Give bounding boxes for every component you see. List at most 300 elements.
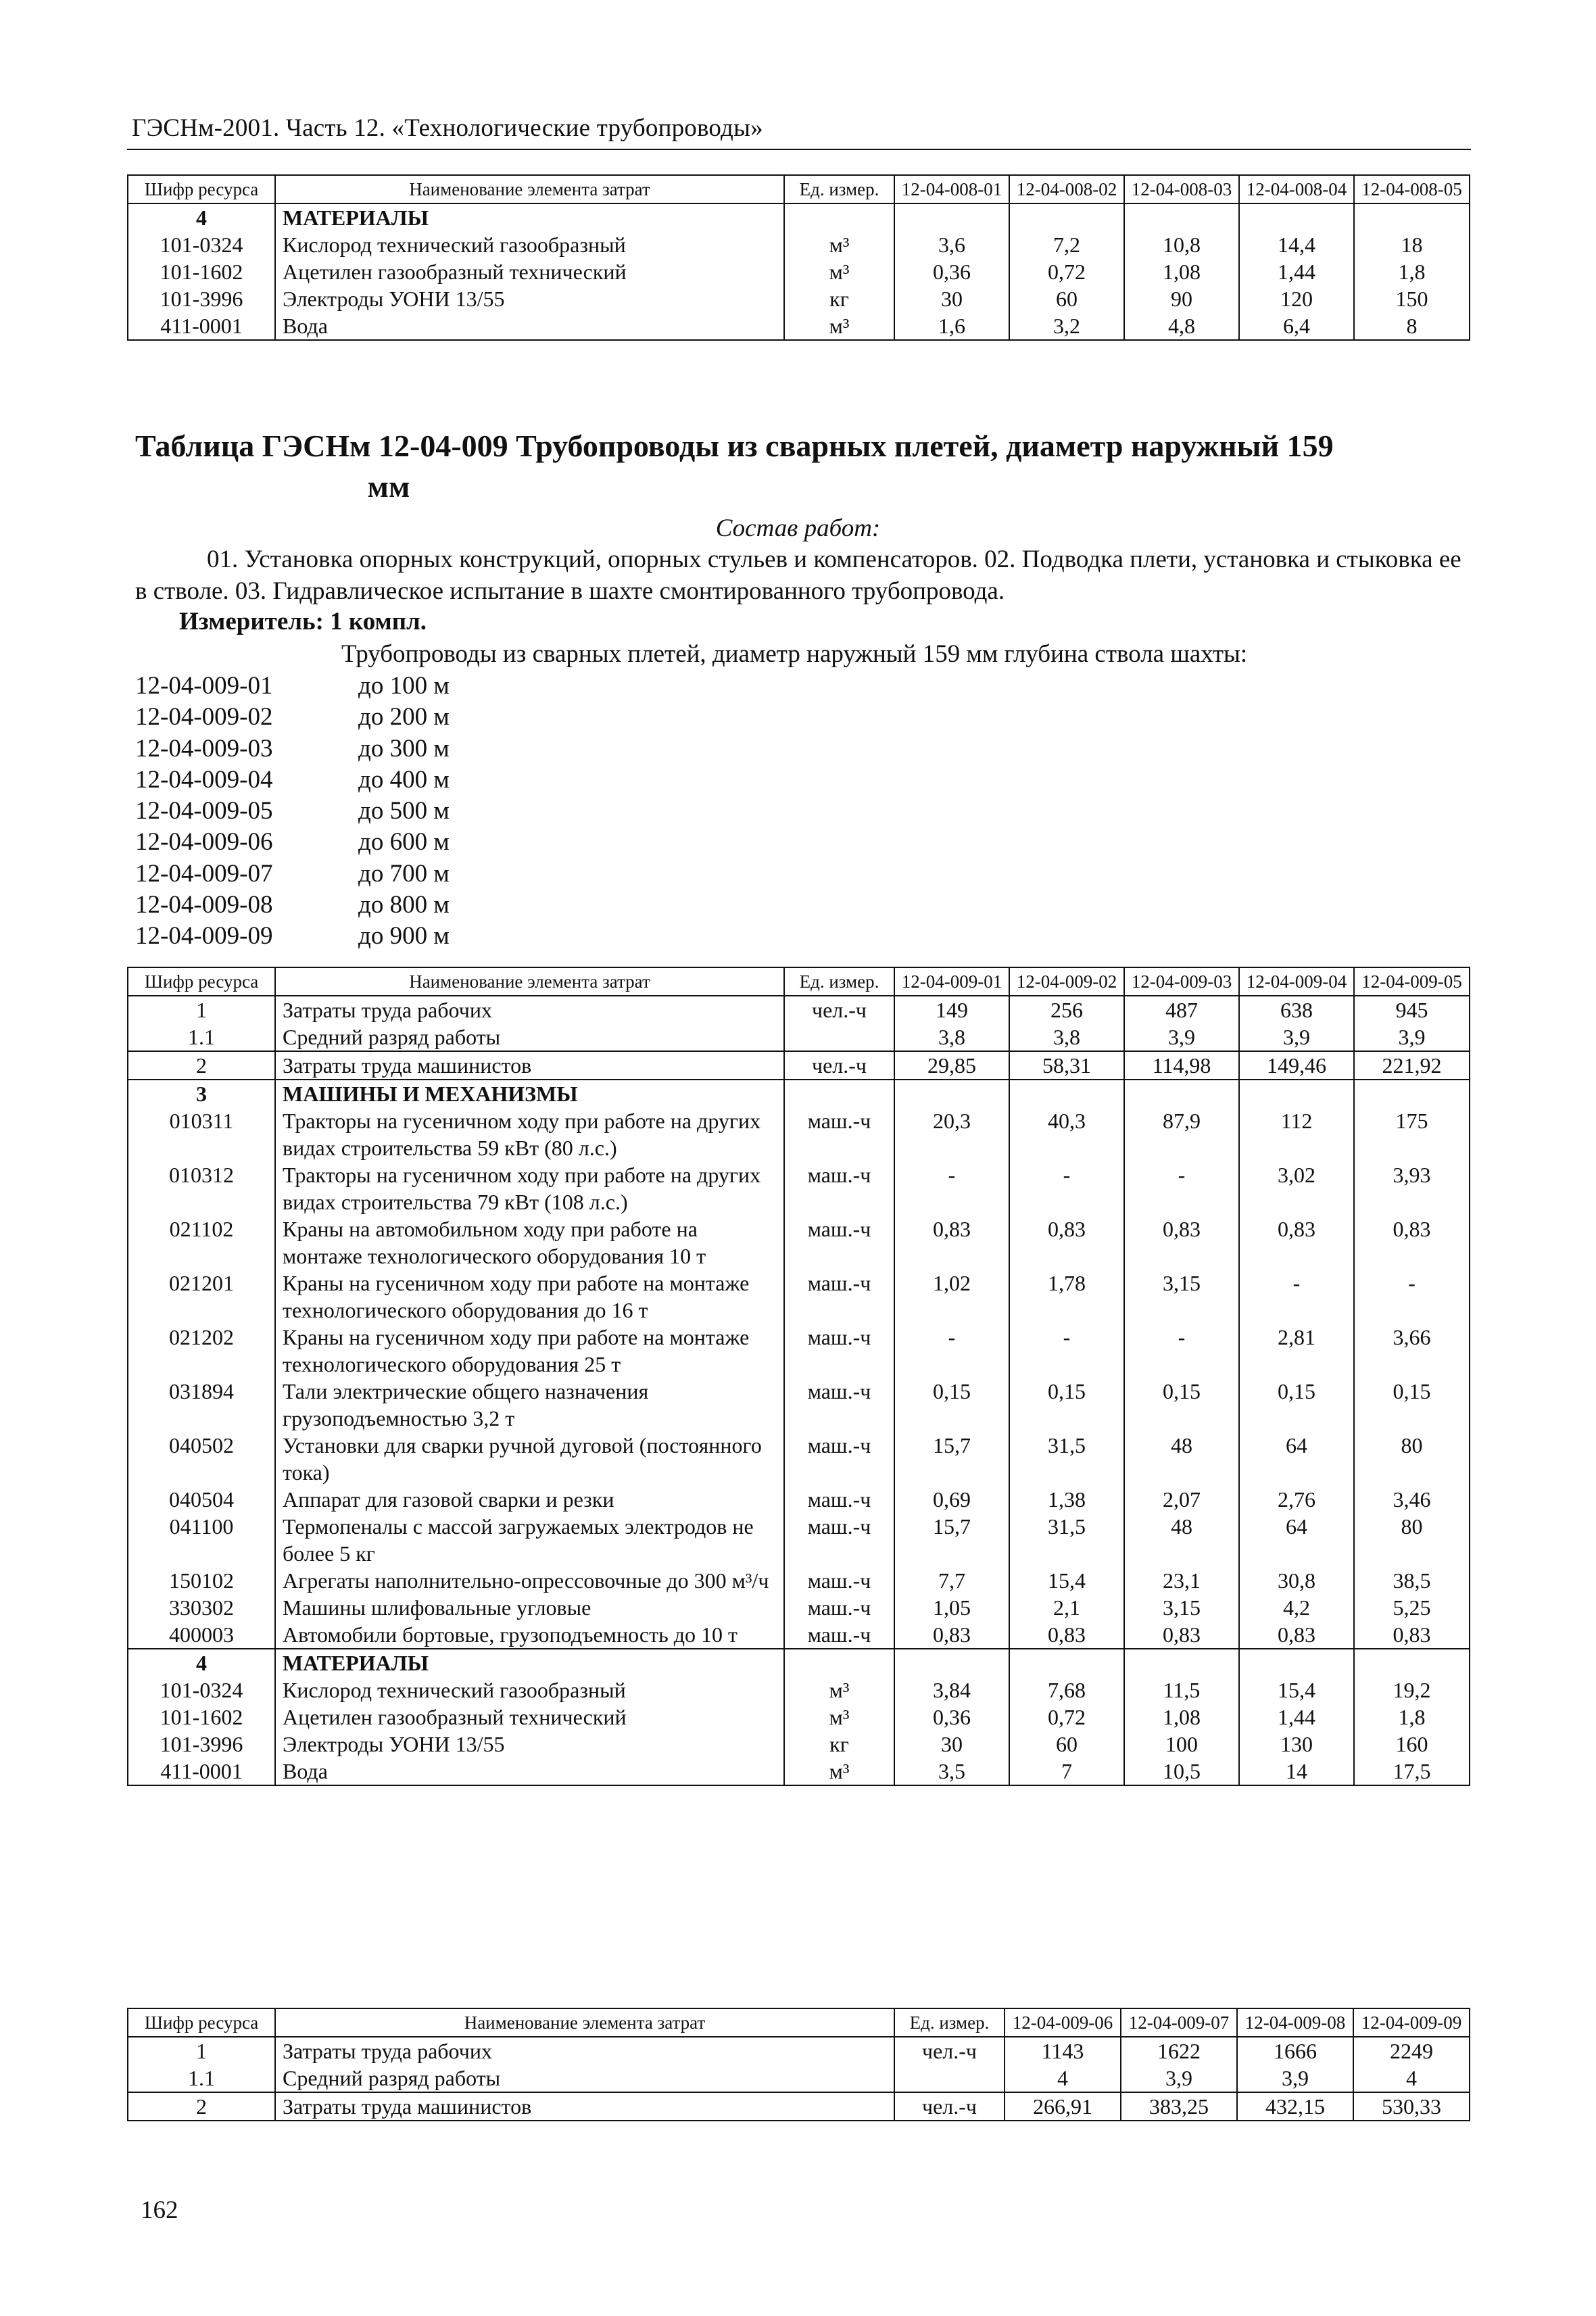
cell-value [894,1080,1009,1107]
cell-value: 3,9 [1124,1023,1239,1051]
cell-unit: чел.-ч [894,2092,1005,2121]
cell-value: 120 [1239,285,1354,312]
cell-value [894,1649,1009,1676]
cell-value: 80 [1354,1432,1470,1486]
cell-resource-code: 2 [128,1051,275,1080]
header-col-5: 12-04-009-05 [1354,967,1470,996]
cell-value: 0,69 [894,1486,1009,1513]
cell-cost-element: Установки для сварки ручной дуговой (постоянного тока) [275,1432,784,1486]
cell-value: 149,46 [1239,1051,1354,1080]
cell-value: 3,9 [1354,1023,1470,1051]
cell-value: 0,83 [1354,1621,1470,1649]
cell-value: 2,1 [1009,1594,1124,1621]
table-row [128,203,1470,231]
cell-resource-code: 021102 [128,1215,275,1270]
cell-value: 15,4 [1239,1676,1354,1704]
cell-value: 48 [1124,1432,1239,1486]
cell-unit: кг [784,285,894,312]
cell-value: 3,93 [1354,1161,1470,1215]
cell-resource-code: 010311 [128,1107,275,1161]
cell-value: 0,83 [1239,1215,1354,1270]
running-head: ГЭСНм-2001. Часть 12. «Технологические трубопроводы» [132,114,763,142]
cell-value: 30,8 [1239,1567,1354,1594]
cell-value: 10,5 [1124,1758,1239,1785]
cell-resource-code: 1.1 [128,1023,275,1051]
cell-unit: чел.-ч [894,2037,1005,2065]
cell-unit: маш.-ч [784,1161,894,1215]
variant-item [135,890,450,921]
cell-value: 15,7 [894,1513,1009,1567]
cell-resource-code: 411-0001 [128,312,275,340]
cell-value: 7,2 [1009,231,1124,258]
cell-value: - [894,1161,1009,1215]
cell-cost-element: Электроды УОНИ 13/55 [275,1731,784,1758]
header-col-3: 12-04-008-03 [1124,175,1239,203]
cell-unit [894,2065,1005,2092]
cell-value [1124,1649,1239,1676]
cell-value: 175 [1354,1107,1470,1161]
cell-cost-element: Кислород технический газообразный [275,1676,784,1704]
header-code: Шифр ресурса [128,967,275,996]
header-col-7: 12-04-009-07 [1121,2008,1237,2037]
table-row [128,2065,1470,2092]
variant-code: 12-04-009-04 [135,765,273,794]
cell-value: - [1239,1270,1354,1324]
cell-value: - [1124,1161,1239,1215]
cell-value [1009,203,1124,231]
cell-value: 15,7 [894,1432,1009,1486]
header-col-8: 12-04-009-08 [1237,2008,1353,2037]
cell-value: 3,15 [1124,1270,1239,1324]
table-row [128,1324,1470,1378]
cell-unit [784,1649,894,1676]
header-col-6: 12-04-009-06 [1005,2008,1121,2037]
cell-resource-code: 040502 [128,1432,275,1486]
cell-unit: маш.-ч [784,1215,894,1270]
header-col-2: 12-04-009-02 [1009,967,1124,996]
cell-cost-element: Аппарат для газовой сварки и резки [275,1486,784,1513]
cell-value: 266,91 [1005,2092,1121,2121]
table-row [128,1215,1470,1270]
cell-cost-element: Краны на автомобильном ходу при работе на монтаже технологического оборудования 10 т [275,1215,784,1270]
cell-value: 64 [1239,1513,1354,1567]
cell-value: - [1124,1324,1239,1378]
cell-unit: м³ [784,258,894,285]
cell-value: 7,68 [1009,1676,1124,1704]
variant-depth: до 900 м [358,922,450,950]
cell-value: 3,2 [1009,312,1124,340]
cell-cost-element: МАШИНЫ И МЕХАНИЗМЫ [275,1080,784,1107]
cell-resource-code: 1 [128,996,275,1023]
table-title-line1: Таблица ГЭСНм 12-04-009 Трубопроводы из сварных плетей, диаметр наружный 159 [135,429,1334,463]
cell-value: 0,72 [1009,258,1124,285]
cell-value: 4,8 [1124,312,1239,340]
cell-cost-element: Средний разряд работы [275,1023,784,1051]
variant-item [135,702,450,733]
cell-unit: маш.-ч [784,1486,894,1513]
cell-value: 3,9 [1121,2065,1237,2092]
variant-item [135,827,450,858]
cell-value [1124,1080,1239,1107]
resource-table-009-b [127,2008,1470,2121]
cell-value: 30 [894,1731,1009,1758]
header-code: Шифр ресурса [128,2008,275,2037]
cell-value: 2,81 [1239,1324,1354,1378]
cell-value: 383,25 [1121,2092,1237,2121]
header-unit: Ед. измер. [784,967,894,996]
cell-resource-code: 1.1 [128,2065,275,2092]
cell-value: 487 [1124,996,1239,1023]
cell-resource-code: 031894 [128,1378,275,1432]
table-row [128,1594,1470,1621]
variant-item [135,796,450,827]
variant-code: 12-04-009-01 [135,672,273,700]
variant-code: 12-04-009-05 [135,797,273,825]
cell-resource-code: 400003 [128,1621,275,1649]
variant-code: 12-04-009-06 [135,828,273,857]
table-header-row [128,967,1470,996]
cell-unit: маш.-ч [784,1324,894,1378]
table-row [128,231,1470,258]
cell-cost-element: МАТЕРИАЛЫ [275,1649,784,1676]
header-name: Наименование элемента затрат [275,2008,894,2037]
cell-cost-element: МАТЕРИАЛЫ [275,203,784,231]
cell-resource-code: 150102 [128,1567,275,1594]
cell-unit [784,203,894,231]
cell-unit: маш.-ч [784,1432,894,1486]
cell-cost-element: Тракторы на гусеничном ходу при работе на других видах строительства 59 кВт (80 л.с.) [275,1107,784,1161]
table-row [128,1432,1470,1486]
cell-unit: маш.-ч [784,1567,894,1594]
cell-resource-code: 4 [128,1649,275,1676]
cell-value: 4,2 [1239,1594,1354,1621]
cell-value: 149 [894,996,1009,1023]
cell-value: 2249 [1353,2037,1470,2065]
cell-value: 58,31 [1009,1051,1124,1080]
cell-cost-element: Агрегаты наполнительно-опрессовочные до 300 м³/ч [275,1567,784,1594]
cell-unit: м³ [784,231,894,258]
cell-value: 130 [1239,1731,1354,1758]
cell-resource-code: 1 [128,2037,275,2065]
cell-value: 7 [1009,1758,1124,1785]
table-row [128,1161,1470,1215]
variant-code: 12-04-009-09 [135,922,273,950]
cell-value: 112 [1239,1107,1354,1161]
table-row [128,258,1470,285]
table-row [128,1704,1470,1731]
cell-value: 0,83 [1239,1621,1354,1649]
variant-item [135,671,450,702]
table-title-line2: мм [367,469,410,504]
cell-value: 0,83 [1124,1215,1239,1270]
table-header-row [128,2008,1470,2037]
cell-unit: кг [784,1731,894,1758]
cell-value: 5,25 [1354,1594,1470,1621]
cell-value: 80 [1354,1513,1470,1567]
cell-resource-code: 021202 [128,1324,275,1378]
cell-value: 0,15 [1239,1378,1354,1432]
cell-value: 3,9 [1239,1023,1354,1051]
cell-value: 4 [1005,2065,1121,2092]
cell-value: 0,15 [1009,1378,1124,1432]
cell-value: 3,8 [1009,1023,1124,1051]
table-row [128,1621,1470,1649]
cell-value: 1143 [1005,2037,1121,2065]
cell-value: 60 [1009,285,1124,312]
table-row [128,1023,1470,1051]
cell-value [1354,1649,1470,1676]
cell-value: 0,83 [894,1215,1009,1270]
table-row [128,1513,1470,1567]
cell-unit: маш.-ч [784,1513,894,1567]
work-composition-text: 01. Установка опорных конструкций, опорных стульев и компенсаторов. 02. Подводка плети, установка и стыковка ее в стволе. 03. Гидравлическое испытание в шахте смонтированного трубопровода. [135,546,1461,605]
cell-value: 0,83 [1354,1215,1470,1270]
cell-value: 1,02 [894,1270,1009,1324]
cell-resource-code: 3 [128,1080,275,1107]
cell-cost-element: Затраты труда рабочих [275,2037,894,2065]
cell-value: 4 [1353,2065,1470,2092]
cell-value: 3,5 [894,1758,1009,1785]
variant-depth: до 600 м [358,828,450,857]
cell-value: 0,83 [1124,1621,1239,1649]
cell-value: - [1009,1161,1124,1215]
table-row [128,1486,1470,1513]
cell-value [1009,1080,1124,1107]
variant-item [135,733,450,765]
cell-unit: маш.-ч [784,1621,894,1649]
cell-value: 1,38 [1009,1486,1124,1513]
cell-value: 1,44 [1239,258,1354,285]
cell-value: 1,78 [1009,1270,1124,1324]
cell-resource-code: 101-1602 [128,258,275,285]
cell-value: 0,15 [894,1378,1009,1432]
variant-depth: до 400 м [358,765,450,794]
table-row [128,1051,1470,1080]
resource-table-009-a [127,967,1470,1786]
header-col-9: 12-04-009-09 [1353,2008,1470,2037]
cell-value: 3,8 [894,1023,1009,1051]
cell-cost-element: Вода [275,1758,784,1785]
cell-value: 3,6 [894,231,1009,258]
cell-resource-code: 040504 [128,1486,275,1513]
header-unit: Ед. измер. [894,2008,1005,2037]
cell-cost-element: Тали электрические общего назначения грузоподъемностью 3,2 т [275,1378,784,1432]
cell-value: 0,36 [894,258,1009,285]
cell-value [1124,203,1239,231]
cell-value: 530,33 [1353,2092,1470,2121]
cell-value: 60 [1009,1731,1124,1758]
table-row [128,1758,1470,1785]
cell-unit: маш.-ч [784,1594,894,1621]
cell-value: 6,4 [1239,312,1354,340]
variant-code: 12-04-009-07 [135,859,273,888]
cell-value: 0,72 [1009,1704,1124,1731]
cell-value: 150 [1354,285,1470,312]
cell-value: 64 [1239,1432,1354,1486]
cell-value: 1,8 [1354,1704,1470,1731]
cell-value: 14,4 [1239,231,1354,258]
variant-depth: до 500 м [358,797,450,825]
cell-value: 1,6 [894,312,1009,340]
cell-value: 8 [1354,312,1470,340]
cell-unit [784,1080,894,1107]
cell-value: 3,66 [1354,1324,1470,1378]
cell-value: 19,2 [1354,1676,1470,1704]
cell-value: - [1009,1324,1124,1378]
cell-value: 3,84 [894,1676,1009,1704]
cell-value: 3,9 [1237,2065,1353,2092]
variant-code: 12-04-009-02 [135,703,273,731]
cell-cost-element: Кислород технический газообразный [275,231,784,258]
cell-value: 48 [1124,1513,1239,1567]
variant-item [135,859,450,890]
cell-resource-code: 101-1602 [128,1704,275,1731]
header-col-5: 12-04-008-05 [1354,175,1470,203]
variant-depth: до 100 м [358,672,450,700]
measurement-unit: Измеритель: 1 компл. [179,608,427,635]
cell-cost-element: Тракторы на гусеничном ходу при работе на других видах строительства 79 кВт (108 л.с.) [275,1161,784,1215]
cell-value: 1666 [1237,2037,1353,2065]
cell-value: 3,46 [1354,1486,1470,1513]
cell-value: 160 [1354,1731,1470,1758]
cell-value: 100 [1124,1731,1239,1758]
cell-value [1239,1649,1354,1676]
cell-unit: чел.-ч [784,996,894,1023]
variant-depth: до 800 м [358,891,450,919]
cell-value: 2,76 [1239,1486,1354,1513]
cell-value: 0,83 [1009,1215,1124,1270]
cell-cost-element: Затраты труда рабочих [275,996,784,1023]
cell-value: 3,02 [1239,1161,1354,1215]
cell-resource-code: 4 [128,203,275,231]
cell-unit: маш.-ч [784,1378,894,1432]
table-row [128,1649,1470,1676]
table-header-row [128,175,1470,203]
variant-item [135,765,450,796]
cell-value: 0,36 [894,1704,1009,1731]
table-row [128,996,1470,1023]
cell-cost-element: Затраты труда машинистов [275,1051,784,1080]
variant-code: 12-04-009-08 [135,891,273,919]
cell-resource-code: 101-3996 [128,1731,275,1758]
cell-value: 0,83 [1009,1621,1124,1649]
table-row [128,285,1470,312]
cell-value: 31,5 [1009,1513,1124,1567]
cell-resource-code: 101-0324 [128,1676,275,1704]
cell-resource-code: 101-0324 [128,231,275,258]
header-name: Наименование элемента затрат [275,175,784,203]
header-col-3: 12-04-009-03 [1124,967,1239,996]
header-col-4: 12-04-008-04 [1239,175,1354,203]
cell-value: 0,83 [894,1621,1009,1649]
cell-value: 1,08 [1124,1704,1239,1731]
cell-value: 7,7 [894,1567,1009,1594]
table-row [128,312,1470,340]
cell-value [1009,1649,1124,1676]
cell-value: 17,5 [1354,1758,1470,1785]
variant-code: 12-04-009-03 [135,734,273,763]
cell-value: 40,3 [1009,1107,1124,1161]
cell-value: - [1354,1270,1470,1324]
cell-value: 87,9 [1124,1107,1239,1161]
cell-value: 114,98 [1124,1051,1239,1080]
cell-value: 23,1 [1124,1567,1239,1594]
table-row [128,1270,1470,1324]
cell-cost-element: Средний разряд работы [275,2065,894,2092]
cell-value: 20,3 [894,1107,1009,1161]
cell-value: 29,85 [894,1051,1009,1080]
header-name: Наименование элемента затрат [275,967,784,996]
cell-value: 1,44 [1239,1704,1354,1731]
cell-unit: чел.-ч [784,1051,894,1080]
cell-resource-code: 411-0001 [128,1758,275,1785]
table-row [128,1676,1470,1704]
variant-depth: до 300 м [358,734,450,763]
cell-resource-code: 021201 [128,1270,275,1324]
cell-unit: маш.-ч [784,1107,894,1161]
cell-cost-element: Краны на гусеничном ходу при работе на монтаже технологического оборудования 25 т [275,1324,784,1378]
cell-resource-code: 330302 [128,1594,275,1621]
cell-cost-element: Ацетилен газообразный технический [275,1704,784,1731]
variant-depth: до 700 м [358,859,450,888]
cell-unit: м³ [784,1704,894,1731]
variants-list [135,671,450,952]
cell-value [1239,203,1354,231]
cell-resource-code: 101-3996 [128,285,275,312]
variants-heading: Трубопроводы из сварных плетей, диаметр наружный 159 мм глубина ствола шахты: [341,640,1248,668]
table-row [128,2037,1470,2065]
cell-value: - [894,1324,1009,1378]
cell-value: 3,15 [1124,1594,1239,1621]
cell-value [1239,1080,1354,1107]
table-row [128,1107,1470,1161]
header-rule [127,149,1471,150]
cell-value: 30 [894,285,1009,312]
header-col-4: 12-04-009-04 [1239,967,1354,996]
cell-unit: м³ [784,1758,894,1785]
cell-unit: маш.-ч [784,1270,894,1324]
cell-cost-element: Автомобили бортовые, грузоподъемность до 10 т [275,1621,784,1649]
cell-value: 11,5 [1124,1676,1239,1704]
cell-value: 221,92 [1354,1051,1470,1080]
cell-value: 0,15 [1354,1378,1470,1432]
variant-depth: до 200 м [358,703,450,731]
cell-unit: м³ [784,312,894,340]
cell-value: 1,05 [894,1594,1009,1621]
cell-cost-element: Машины шлифовальные угловые [275,1594,784,1621]
cell-value [1354,203,1470,231]
page-number: 162 [141,2196,178,2224]
cell-unit [784,1023,894,1051]
resource-table-008 [127,174,1470,341]
cell-cost-element: Электроды УОНИ 13/55 [275,285,784,312]
cell-value: 15,4 [1009,1567,1124,1594]
cell-value: 432,15 [1237,2092,1353,2121]
table-row [128,2092,1470,2121]
work-composition-heading: Состав работ: [715,514,881,542]
cell-value: 1622 [1121,2037,1237,2065]
cell-resource-code: 041100 [128,1513,275,1567]
cell-cost-element: Ацетилен газообразный технический [275,258,784,285]
variant-item [135,921,450,952]
cell-value [894,203,1009,231]
cell-value: 18 [1354,231,1470,258]
cell-cost-element: Затраты труда машинистов [275,2092,894,2121]
cell-value: 1,8 [1354,258,1470,285]
table-row [128,1731,1470,1758]
cell-value: 2,07 [1124,1486,1239,1513]
cell-unit: м³ [784,1676,894,1704]
